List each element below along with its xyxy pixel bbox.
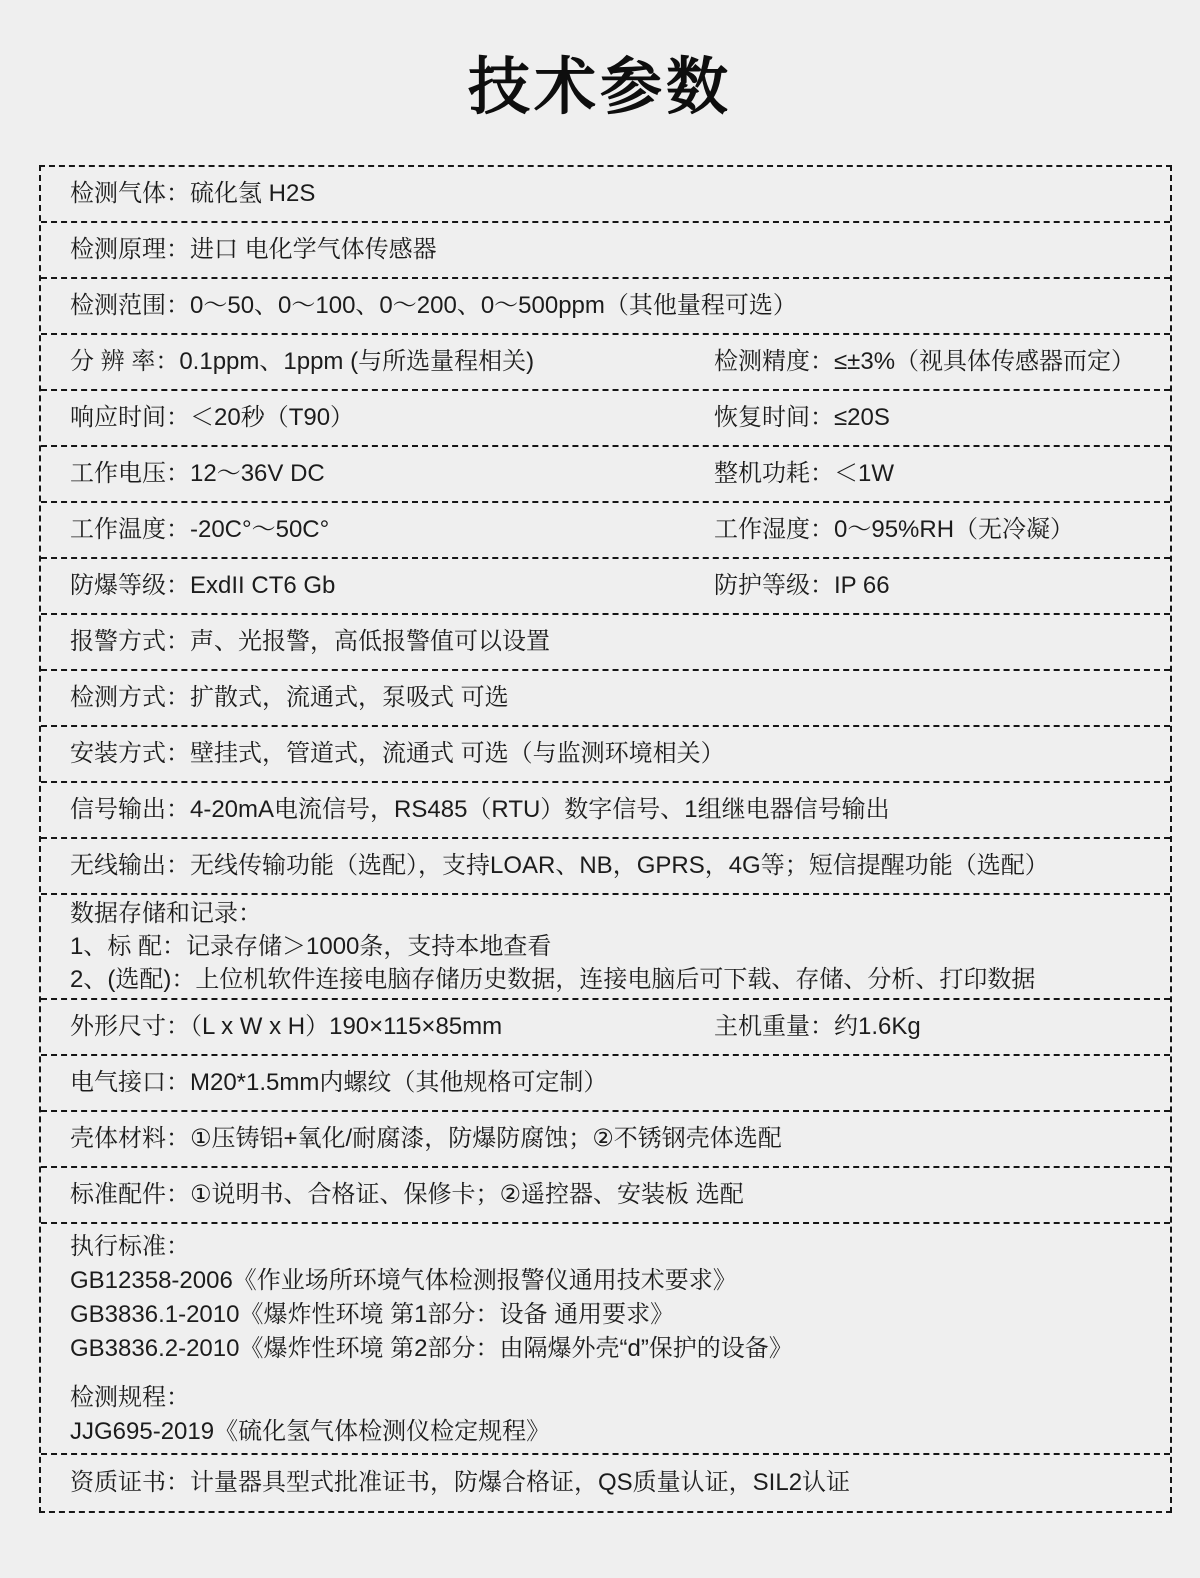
spec-line-regulation-jjg695: JJG695-2019《硫化氢气体检测仪检定规程》	[70, 1418, 551, 1445]
row-installation-mode	[41, 727, 1170, 783]
spec-text: 壳体材料：①压铸铝+氧化/耐腐漆，防爆防腐蚀；②不锈钢壳体选配	[70, 1125, 782, 1152]
row-detection-principle	[41, 223, 1170, 279]
spec-text-explosion-rating: 防爆等级：ExdII CT6 Gb	[70, 572, 336, 599]
spec-line-standard-gb3836-2: GB3836.2-2010《爆炸性环境 第2部分：由隔爆外壳“d”保护的设备》	[70, 1335, 793, 1362]
spec-text: 检测原理：进口 电化学气体传感器	[70, 236, 437, 263]
row-detection-mode	[41, 671, 1170, 727]
row-data-storage	[41, 895, 1170, 1000]
spec-text: 标准配件：①说明书、合格证、保修卡；②遥控器、安装板 选配	[70, 1181, 744, 1208]
row-response-recovery	[41, 391, 1170, 447]
row-standard-accessories	[41, 1168, 1170, 1224]
spec-line-storage-standard: 1、标 配：记录存储＞1000条，支持本地查看	[70, 933, 552, 960]
spec-text-humidity: 工作湿度：0～95%RH（无冷凝）	[714, 516, 1075, 543]
page-title: 技术参数	[467, 53, 732, 122]
spec-text-resolution: 分 辨 率：0.1ppm、1ppm (与所选量程相关)	[70, 348, 535, 375]
spec-text-ip-rating: 防护等级：IP 66	[714, 572, 890, 599]
row-temperature-humidity	[41, 503, 1170, 559]
spec-table	[39, 165, 1172, 1513]
row-housing-material	[41, 1112, 1170, 1168]
row-detection-range	[41, 279, 1170, 335]
spec-text-power: 整机功耗：＜1W	[714, 460, 894, 487]
spec-text-dimensions: 外形尺寸：（L x W x H）190×115×85mm	[70, 1013, 503, 1040]
spec-text: 报警方式：声、光报警，高低报警值可以设置	[70, 628, 550, 655]
spec-text: 电气接口：M20*1.5mm内螺纹（其他规格可定制）	[70, 1069, 608, 1096]
row-alarm-mode	[41, 615, 1170, 671]
row-detected-gas	[41, 167, 1170, 223]
row-standards-regulations	[41, 1224, 1170, 1455]
spec-text-response-time: 响应时间：＜20秒（T90）	[70, 404, 355, 431]
spec-line-standard-gb12358: GB12358-2006《作业场所环境气体检测报警仪通用技术要求》	[70, 1267, 737, 1294]
spec-text: 检测范围：0～50、0～100、0～200、0～500ppm（其他量程可选）	[70, 292, 797, 319]
spec-line-storage-optional: 2、(选配)：上位机软件连接电脑存储历史数据，连接电脑后可下载、存储、分析、打印数据	[70, 966, 1036, 993]
spec-text-recovery-time: 恢复时间：≤20S	[714, 404, 890, 431]
row-explosion-protection	[41, 559, 1170, 615]
spec-text: 安装方式：壁挂式，管道式，流通式 可选（与监测环境相关）	[70, 740, 725, 767]
row-voltage-power	[41, 447, 1170, 503]
spec-text-accuracy: 检测精度：≤±3%（视具体传感器而定）	[714, 348, 1136, 375]
spec-text: 检测方式：扩散式，流通式，泵吸式 可选	[70, 684, 509, 711]
spec-line-standard-gb3836-1: GB3836.1-2010《爆炸性环境 第1部分：设备 通用要求》	[70, 1301, 675, 1328]
row-electrical-interface	[41, 1056, 1170, 1112]
row-wireless-output	[41, 839, 1170, 895]
row-signal-output	[41, 783, 1170, 839]
spec-line-spacer	[70, 1366, 1158, 1381]
spec-line-storage-header: 数据存储和记录：	[70, 900, 262, 927]
spec-text: 信号输出：4-20mA电流信号，RS485（RTU）数字信号、1组继电器信号输出	[70, 796, 890, 823]
spec-line-standards-header: 执行标准：	[70, 1233, 190, 1260]
spec-line-regulation-header: 检测规程：	[70, 1384, 190, 1411]
spec-text-voltage: 工作电压：12～36V DC	[70, 460, 325, 487]
spec-text-weight: 主机重量：约1.6Kg	[714, 1013, 921, 1040]
spec-text: 资质证书：计量器具型式批准证书，防爆合格证，QS质量认证，SIL2认证	[70, 1469, 851, 1496]
row-resolution-accuracy	[41, 335, 1170, 391]
spec-text: 检测气体：硫化氢 H2S	[70, 180, 316, 207]
spec-text-temperature: 工作温度：-20C°～50C°	[70, 516, 330, 543]
row-certificates	[41, 1455, 1170, 1511]
spec-text: 无线输出：无线传输功能（选配），支持LOAR、NB，GPRS，4G等；短信提醒功能（选配）	[70, 852, 1049, 879]
row-dimensions-weight	[41, 1000, 1170, 1056]
